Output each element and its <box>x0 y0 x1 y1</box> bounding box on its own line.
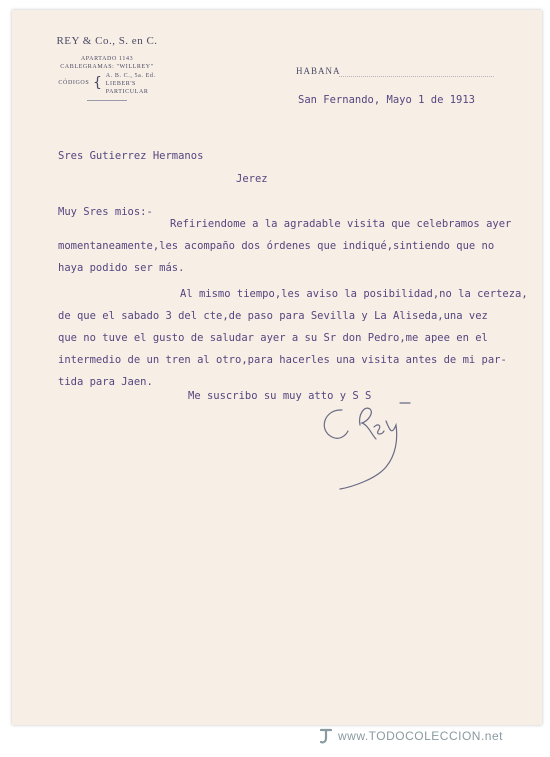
letterhead-code-1: A. B. C., 5a. Ed. <box>105 73 156 79</box>
watermark-text: www.TODOCOLECCION.net <box>338 729 503 743</box>
closing-line: Me suscribo su muy atto y S S <box>188 390 372 402</box>
body-line: momentaneamente,les acompaño dos órdenes que indiqué,sintiendo que no <box>58 240 495 252</box>
body-line: Refiriendome a la agradable visita que celebramos ayer <box>170 218 512 230</box>
letterhead-apartado: APARTADO 1143 <box>80 56 134 62</box>
recipient-city: Jerez <box>236 173 268 185</box>
todocoleccion-logo-icon <box>318 727 334 745</box>
place-dotted-line <box>339 76 494 77</box>
body-line: tida para Jaen. <box>58 376 153 388</box>
letterhead-divider <box>87 100 127 101</box>
letter-sheet <box>12 10 542 725</box>
body-line: intermedio de un tren al otro,para hacerles una visita antes de mi par- <box>58 354 507 366</box>
letterhead-codigos-label: CÓDIGOS <box>58 80 90 86</box>
letterhead-code-2: LIEBER'S <box>105 81 136 87</box>
greeting: Muy Sres mios:- <box>58 206 153 218</box>
letterhead-code-3: PARTICULAR <box>105 89 149 95</box>
brace-icon: { <box>93 75 102 91</box>
printed-place: HABANA <box>296 66 341 76</box>
body-line: haya podido ser más. <box>58 262 185 274</box>
letterhead <box>32 35 182 101</box>
letterhead-company: REY & Co., S. en C. <box>56 35 158 47</box>
body-line: de que el sabado 3 del cte,de paso para Sevilla y La Aliseda,una vez <box>58 310 488 322</box>
letterhead-cablegramas: CABLEGRAMAS: "WILLREY" <box>60 64 154 70</box>
watermark <box>318 727 503 745</box>
body-line: que no tuve el gusto de saludar ayer a su Sr don Pedro,me apee en el <box>58 332 488 344</box>
handwritten-signature <box>312 395 422 499</box>
letterhead-codes <box>32 72 182 96</box>
body-line: Al mismo tiempo,les aviso la posibilidad,no la certeza, <box>180 288 528 300</box>
letter-date: San Fernando, Mayo 1 de 1913 <box>298 94 476 106</box>
recipient-name: Sres Gutierrez Hermanos <box>58 150 204 162</box>
